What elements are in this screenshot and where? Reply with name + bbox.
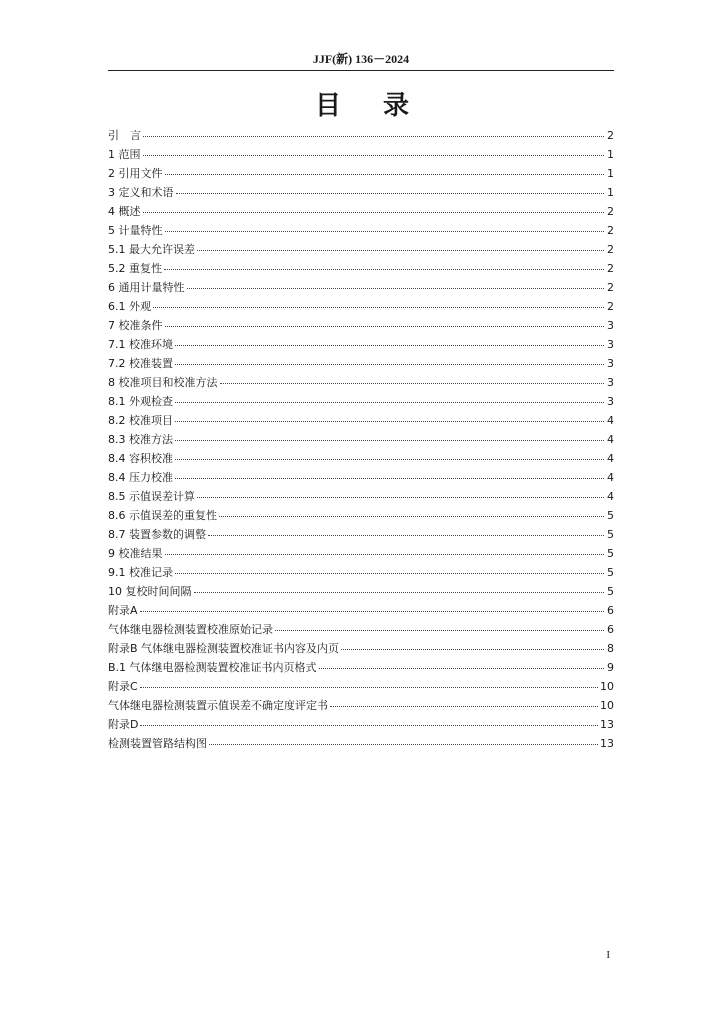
toc-entry-label: 7 校准条件 [108, 319, 163, 332]
dot-leader [143, 136, 604, 137]
header-divider [108, 70, 614, 71]
toc-entry-page-number: 8 [607, 642, 614, 655]
toc-entry-page-number: 5 [607, 566, 614, 579]
dot-leader [175, 364, 604, 365]
toc-entry-label: 8.2 校准项目 [108, 414, 173, 427]
toc-entry-label: 8.1 外观检查 [108, 395, 173, 408]
toc-entry-label: 检测装置管路结构图 [108, 737, 207, 750]
dot-leader [143, 155, 605, 156]
toc-entry-label: 8 校准项目和校准方法 [108, 376, 218, 389]
toc-entry[interactable] [108, 449, 614, 468]
toc-entry-label: 附录D [108, 718, 139, 731]
toc-entry-page-number: 2 [607, 281, 614, 294]
toc-entry[interactable] [108, 221, 614, 240]
dot-leader [153, 307, 604, 308]
toc-entry-page-number: 4 [607, 414, 614, 427]
toc-entry[interactable] [108, 259, 614, 278]
dot-leader [140, 611, 604, 612]
toc-entry-label: 引 言 [108, 129, 141, 142]
toc-entry-label: 附录B 气体继电器检测装置校准证书内容及内页 [108, 642, 340, 655]
toc-entry-label: 5.2 重复性 [108, 262, 162, 275]
dot-leader [143, 212, 605, 213]
toc-entry[interactable] [108, 544, 614, 563]
toc-entry[interactable] [108, 696, 614, 715]
toc-entry-label: 气体继电器检测装置校准原始记录 [108, 623, 273, 636]
toc-entry-page-number: 6 [607, 623, 614, 636]
toc-entry-label: 附录A [108, 604, 138, 617]
toc-entry-page-number: 2 [607, 224, 614, 237]
toc-entry-label: 2 引用文件 [108, 167, 163, 180]
toc-entry[interactable] [108, 164, 614, 183]
dot-leader [140, 687, 598, 688]
toc-entry-page-number: 13 [600, 737, 614, 750]
dot-leader [187, 288, 605, 289]
toc-entry-label: 8.7 装置参数的调整 [108, 528, 206, 541]
toc-entry-page-number: 4 [607, 471, 614, 484]
toc-entry[interactable] [108, 145, 614, 164]
toc-entry-page-number: 3 [607, 357, 614, 370]
toc-entry-page-number: 3 [607, 338, 614, 351]
toc-entry-page-number: 9 [607, 661, 614, 674]
toc-entry-page-number: 2 [607, 205, 614, 218]
toc-entry[interactable] [108, 373, 614, 392]
toc-entry-page-number: 4 [607, 433, 614, 446]
toc-entry-page-number: 1 [607, 167, 614, 180]
toc-entry[interactable] [108, 278, 614, 297]
toc-entry-page-number: 13 [600, 718, 614, 731]
toc-entry[interactable] [108, 734, 614, 753]
toc-entry[interactable] [108, 468, 614, 487]
toc-entry-label: 8.5 示值误差计算 [108, 490, 195, 503]
toc-entry-label: 7.2 校准装置 [108, 357, 173, 370]
dot-leader [175, 345, 604, 346]
dot-leader [175, 402, 604, 403]
toc-entry-label: 附录C [108, 680, 138, 693]
dot-leader [209, 744, 598, 745]
toc-entry[interactable] [108, 202, 614, 221]
dot-leader [341, 649, 604, 650]
toc-entry-page-number: 10 [600, 680, 614, 693]
toc-entry-page-number: 6 [607, 604, 614, 617]
dot-leader [175, 573, 604, 574]
toc-entry-page-number: 4 [607, 490, 614, 503]
toc-entry[interactable] [108, 506, 614, 525]
page-number: I [606, 949, 610, 961]
toc-entry-page-number: 2 [607, 129, 614, 142]
toc-entry[interactable] [108, 582, 614, 601]
toc-entry[interactable] [108, 411, 614, 430]
dot-leader [330, 706, 598, 707]
dot-leader [219, 516, 604, 517]
table-of-contents [108, 126, 614, 753]
toc-entry-page-number: 5 [607, 528, 614, 541]
toc-entry-label: 3 定义和术语 [108, 186, 174, 199]
dot-leader [175, 478, 604, 479]
toc-entry-page-number: 3 [607, 319, 614, 332]
toc-entry[interactable] [108, 126, 614, 145]
toc-entry-label: 5 计量特性 [108, 224, 163, 237]
toc-entry-label: 7.1 校准环境 [108, 338, 173, 351]
toc-entry[interactable] [108, 316, 614, 335]
toc-entry[interactable] [108, 297, 614, 316]
toc-entry[interactable] [108, 563, 614, 582]
toc-entry-label: 9.1 校准记录 [108, 566, 173, 579]
dot-leader [164, 269, 604, 270]
dot-leader [176, 193, 605, 194]
toc-entry-page-number: 5 [607, 547, 614, 560]
toc-entry[interactable] [108, 240, 614, 259]
toc-entry-label: 10 复校时间间隔 [108, 585, 192, 598]
toc-entry-label: 6 通用计量特性 [108, 281, 185, 294]
dot-leader [165, 231, 605, 232]
toc-entry-page-number: 1 [607, 148, 614, 161]
dot-leader [208, 535, 604, 536]
toc-entry-page-number: 4 [607, 452, 614, 465]
toc-entry-label: 8.6 示值误差的重复性 [108, 509, 217, 522]
page-title: 目录 [314, 91, 451, 121]
toc-entry-page-number: 2 [607, 243, 614, 256]
toc-entry-page-number: 5 [607, 585, 614, 598]
dot-leader [140, 725, 598, 726]
document-code-header: JJF(新) 136－2024 [312, 52, 410, 66]
toc-entry-page-number: 2 [607, 300, 614, 313]
toc-entry[interactable] [108, 335, 614, 354]
toc-entry-label: B.1 气体继电器检测装置校准证书内页格式 [108, 661, 317, 674]
toc-entry-page-number: 10 [600, 699, 614, 712]
toc-entry-label: 9 校准结果 [108, 547, 163, 560]
toc-entry[interactable] [108, 525, 614, 544]
toc-entry-label: 气体继电器检测装置示值误差不确定度评定书 [108, 699, 328, 712]
toc-entry-page-number: 2 [607, 262, 614, 275]
dot-leader [220, 383, 605, 384]
toc-entry-page-number: 1 [607, 186, 614, 199]
dot-leader [165, 554, 605, 555]
toc-entry-label: 6.1 外观 [108, 300, 151, 313]
toc-entry[interactable] [108, 392, 614, 411]
toc-entry[interactable] [108, 430, 614, 449]
toc-entry-page-number: 3 [607, 395, 614, 408]
toc-entry[interactable] [108, 658, 614, 677]
toc-entry[interactable] [108, 487, 614, 506]
toc-entry[interactable] [108, 354, 614, 373]
toc-entry-label: 8.4 容积校准 [108, 452, 173, 465]
toc-entry-label: 8.3 校准方法 [108, 433, 173, 446]
toc-entry[interactable] [108, 620, 614, 639]
dot-leader [175, 421, 604, 422]
dot-leader [275, 630, 604, 631]
toc-entry-page-number: 3 [607, 376, 614, 389]
toc-entry-label: 8.4 压力校准 [108, 471, 173, 484]
toc-entry[interactable] [108, 601, 614, 620]
dot-leader [175, 459, 604, 460]
toc-entry-label: 4 概述 [108, 205, 141, 218]
toc-entry-label: 5.1 最大允许误差 [108, 243, 195, 256]
dot-leader [165, 174, 605, 175]
dot-leader [194, 592, 605, 593]
toc-entry[interactable] [108, 715, 614, 734]
toc-entry[interactable] [108, 183, 614, 202]
dot-leader [165, 326, 605, 327]
toc-entry-label: 1 范围 [108, 148, 141, 161]
dot-leader [175, 440, 604, 441]
dot-leader [319, 668, 604, 669]
toc-entry[interactable] [108, 639, 614, 658]
dot-leader [197, 497, 604, 498]
toc-entry-page-number: 5 [607, 509, 614, 522]
toc-entry[interactable] [108, 677, 614, 696]
dot-leader [197, 250, 604, 251]
